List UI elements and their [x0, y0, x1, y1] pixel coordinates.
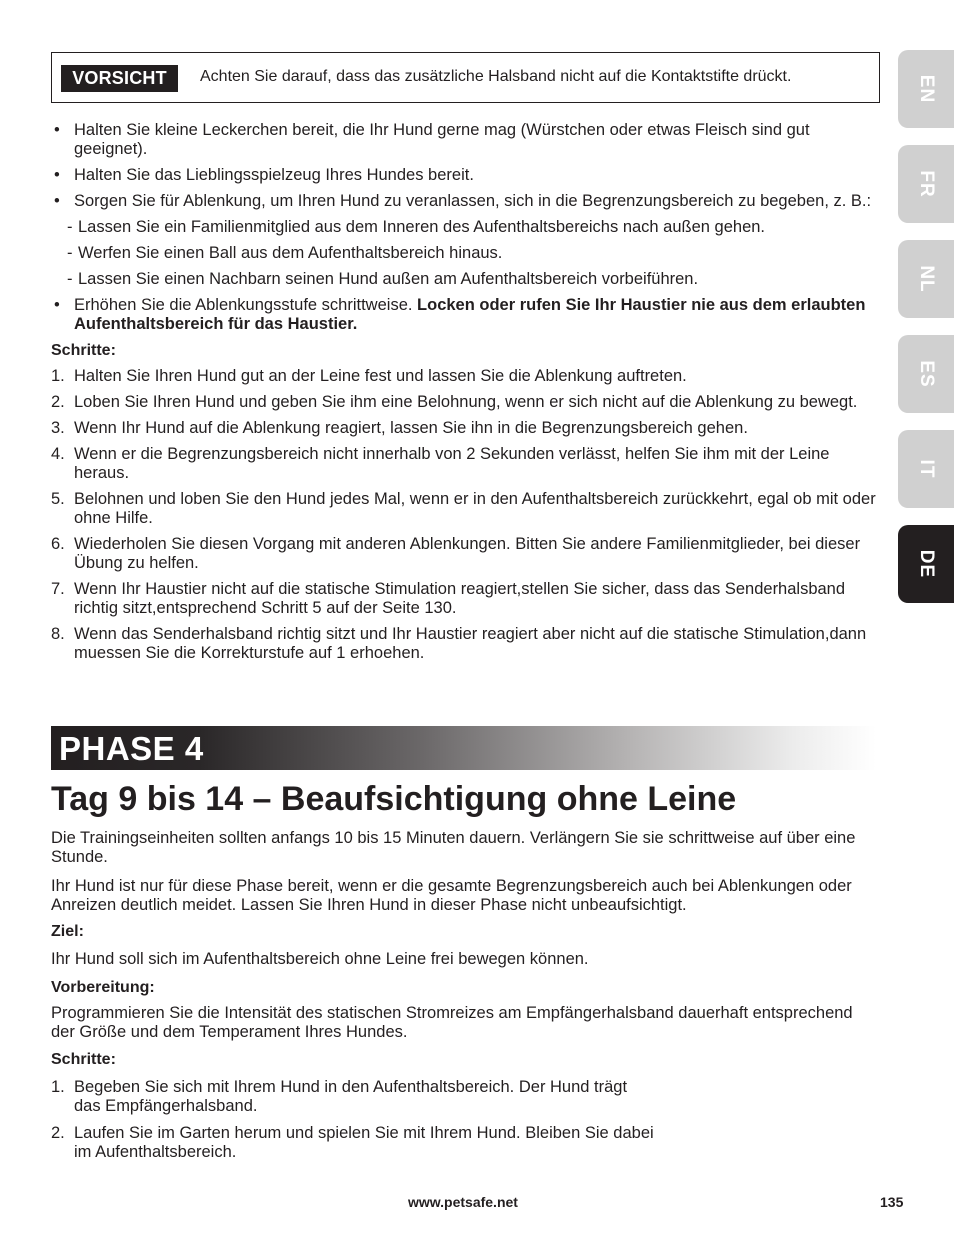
phase-title: Tag 9 bis 14 – Beaufsichtigung ohne Leine [51, 780, 737, 818]
footer-url[interactable]: www.petsafe.net [408, 1194, 518, 1210]
caution-text: Achten Sie darauf, dass das zusätzliche Halsband nicht auf die Kontaktstifte drückt. [200, 68, 792, 85]
bullet-item: • Halten Sie das Lieblingsspielzeug Ihres Hundes bereit. [51, 166, 881, 185]
main-content [51, 121, 881, 663]
lang-tab-fr[interactable]: FR [898, 145, 954, 223]
bullet-item: • Sorgen Sie für Ablenkung, um Ihren Hund zu veranlassen, sich in die Begrenzungsbereich zu begeben, z. B.: [51, 192, 881, 211]
phase-content [51, 829, 881, 1162]
bullet-item: • Halten Sie kleine Leckerchen bereit, die Ihr Hund gerne mag (Würstchen oder etwas Fleisch sind gut geeignet). [51, 121, 881, 159]
step-item: 5. Belohnen und loben Sie den Hund jedes Mal, wenn er in den Aufenthaltsbereich zurückkehrt, egal ob mit oder ohne Hilfe. [51, 490, 876, 527]
step-item: 4. Wenn er die Begrenzungsbereich nicht innerhalb von 2 Sekunden verlässt, helfen Sie ihm mit der Leine heraus. [51, 445, 830, 482]
lang-tab-de[interactable]: DE [898, 525, 954, 603]
prep-text: Programmieren Sie die Intensität des statischen Stromreizes am Empfängerhalsband dauerhaft entsprechend der Größe und dem Temperament Ihres Hundes. [51, 1004, 853, 1041]
caution-box [51, 52, 880, 103]
lang-tab-nl[interactable]: NL [898, 240, 954, 318]
distraction-item: - Lassen Sie ein Familienmitglied aus dem Inneren des Aufenthaltsbereichs nach außen gehen. [67, 218, 766, 236]
prep-heading: Vorbereitung: [51, 979, 155, 996]
bullet-item-warning: • Erhöhen Sie die Ablenkungsstufe schrittweise. Locken oder rufen Sie Ihr Haustier nie aus dem erlaubten Aufenthaltsbereich für das Haustier. [51, 296, 881, 334]
intro-paragraph: Ihr Hund ist nur für diese Phase bereit, wenn er die gesamte Begrenzungsbereich auch bei Ablenkungen oder Anreizen deutlich meidet. Lassen Sie Ihren Hund in dieser Phase nicht unbeaufsichtigt. [51, 877, 852, 914]
step-item: 3. Wenn Ihr Hund auf die Ablenkung reagiert, lassen Sie ihn in die Begrenzungsbereich gehen. [51, 419, 748, 437]
page-number: 135 [880, 1194, 904, 1210]
lang-tab-en[interactable]: EN [898, 50, 954, 128]
step-item: 1. Halten Sie Ihren Hund gut an der Leine fest und lassen Sie die Ablenkung auftreten. [51, 367, 687, 385]
step-item: 2. Loben Sie Ihren Hund und geben Sie ihm eine Belohnung, wenn er sich nicht auf die Ablenkung zu bewegt. [51, 393, 858, 411]
step-item: 7. Wenn Ihr Haustier nicht auf die statische Stimulation reagiert,stellen Sie sicher, dass das Senderhalsband richtig sitzt,entsprechend Schritt 5 auf der Seite 130. [51, 580, 846, 617]
lang-tab-es[interactable]: ES [898, 335, 954, 413]
step-item: 2. Laufen Sie im Garten herum und spielen Sie mit Ihrem Hund. Bleiben Sie dabei im Aufenthaltsbereich. [51, 1124, 654, 1161]
step-item: 6. Wiederholen Sie diesen Vorgang mit anderen Ablenkungen. Bitten Sie andere Familienmitglieder, bei dieser Übung zu helfen. [51, 535, 861, 572]
distraction-item: - Lassen Sie einen Nachbarn seinen Hund außen am Aufenthaltsbereich vorbeiführen. [67, 270, 699, 288]
goal-text: Ihr Hund soll sich im Aufenthaltsbereich ohne Leine frei bewegen können. [51, 950, 589, 968]
step-item: 1. Begeben Sie sich mit Ihrem Hund in den Aufenthaltsbereich. Der Hund trägt das Empfängerhalsband. [51, 1078, 628, 1115]
phase-banner [51, 726, 876, 770]
intro-paragraph: Die Trainingseinheiten sollten anfangs 10 bis 15 Minuten dauern. Verlängern Sie sie schrittweise auf über eine Stunde. [51, 829, 856, 866]
goal-heading: Ziel: [51, 923, 84, 940]
caution-label: VORSICHT [61, 65, 178, 92]
warning-emphasis: Locken oder rufen Sie Ihr Haustier nie aus dem erlaubten Aufenthaltsbereich für das Haustier. [74, 296, 866, 333]
step-item: 8. Wenn das Senderhalsband richtig sitzt und Ihr Haustier reagiert aber nicht auf die statische Stimulation,dann muessen Sie die Korrekturstufe auf 1 erhoehen. [51, 625, 867, 662]
lang-tab-it[interactable]: IT [898, 430, 954, 508]
steps-heading: Schritte: [51, 1051, 116, 1068]
phase-label: PHASE 4 [59, 730, 204, 767]
distraction-item: - Werfen Sie einen Ball aus dem Aufenthaltsbereich hinaus. [67, 244, 503, 262]
steps-heading: Schritte: [51, 342, 116, 359]
